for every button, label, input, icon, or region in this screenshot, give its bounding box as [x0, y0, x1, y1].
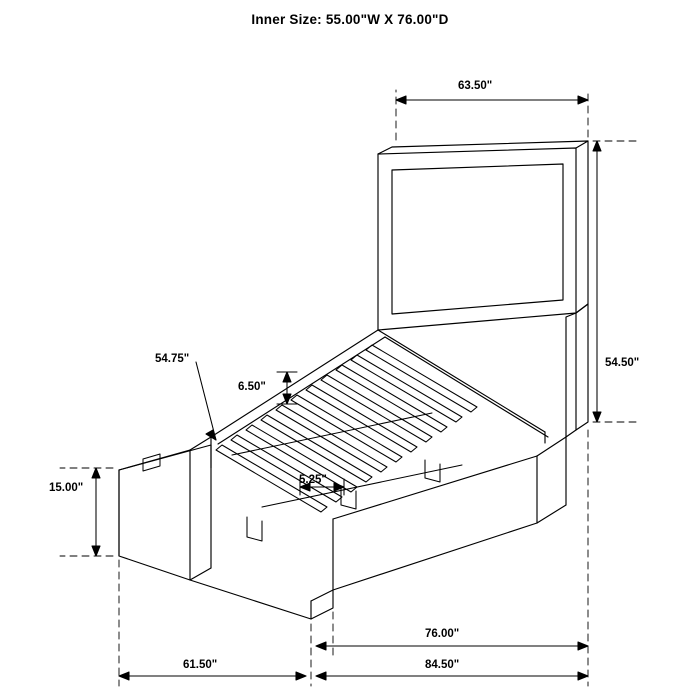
dimension-label-side-rail-length: 61.50" — [183, 659, 218, 671]
headboard-outline — [378, 141, 588, 330]
dimension-label-headboard-width: 63.50" — [458, 80, 493, 92]
headboard-post-right — [566, 304, 588, 437]
dimension-lines — [92, 96, 601, 680]
dimension-label-deck-height: 15.00" — [49, 482, 84, 494]
deck-far-rail — [378, 330, 548, 443]
dimension-label-inner-depth: 76.00" — [425, 628, 460, 640]
dimension-label-overall-length: 84.50" — [425, 659, 460, 671]
dimension-label-slat-length: 54.75" — [155, 353, 190, 365]
slat-set — [216, 345, 477, 541]
dimension-label-slat-gap: 5.25" — [299, 474, 327, 486]
page-title: Inner Size: 55.00"W X 76.00"D — [251, 12, 449, 27]
dimension-label-slat-width: 6.50" — [238, 381, 266, 393]
dimension-label-headboard-height: 54.50" — [605, 357, 640, 369]
